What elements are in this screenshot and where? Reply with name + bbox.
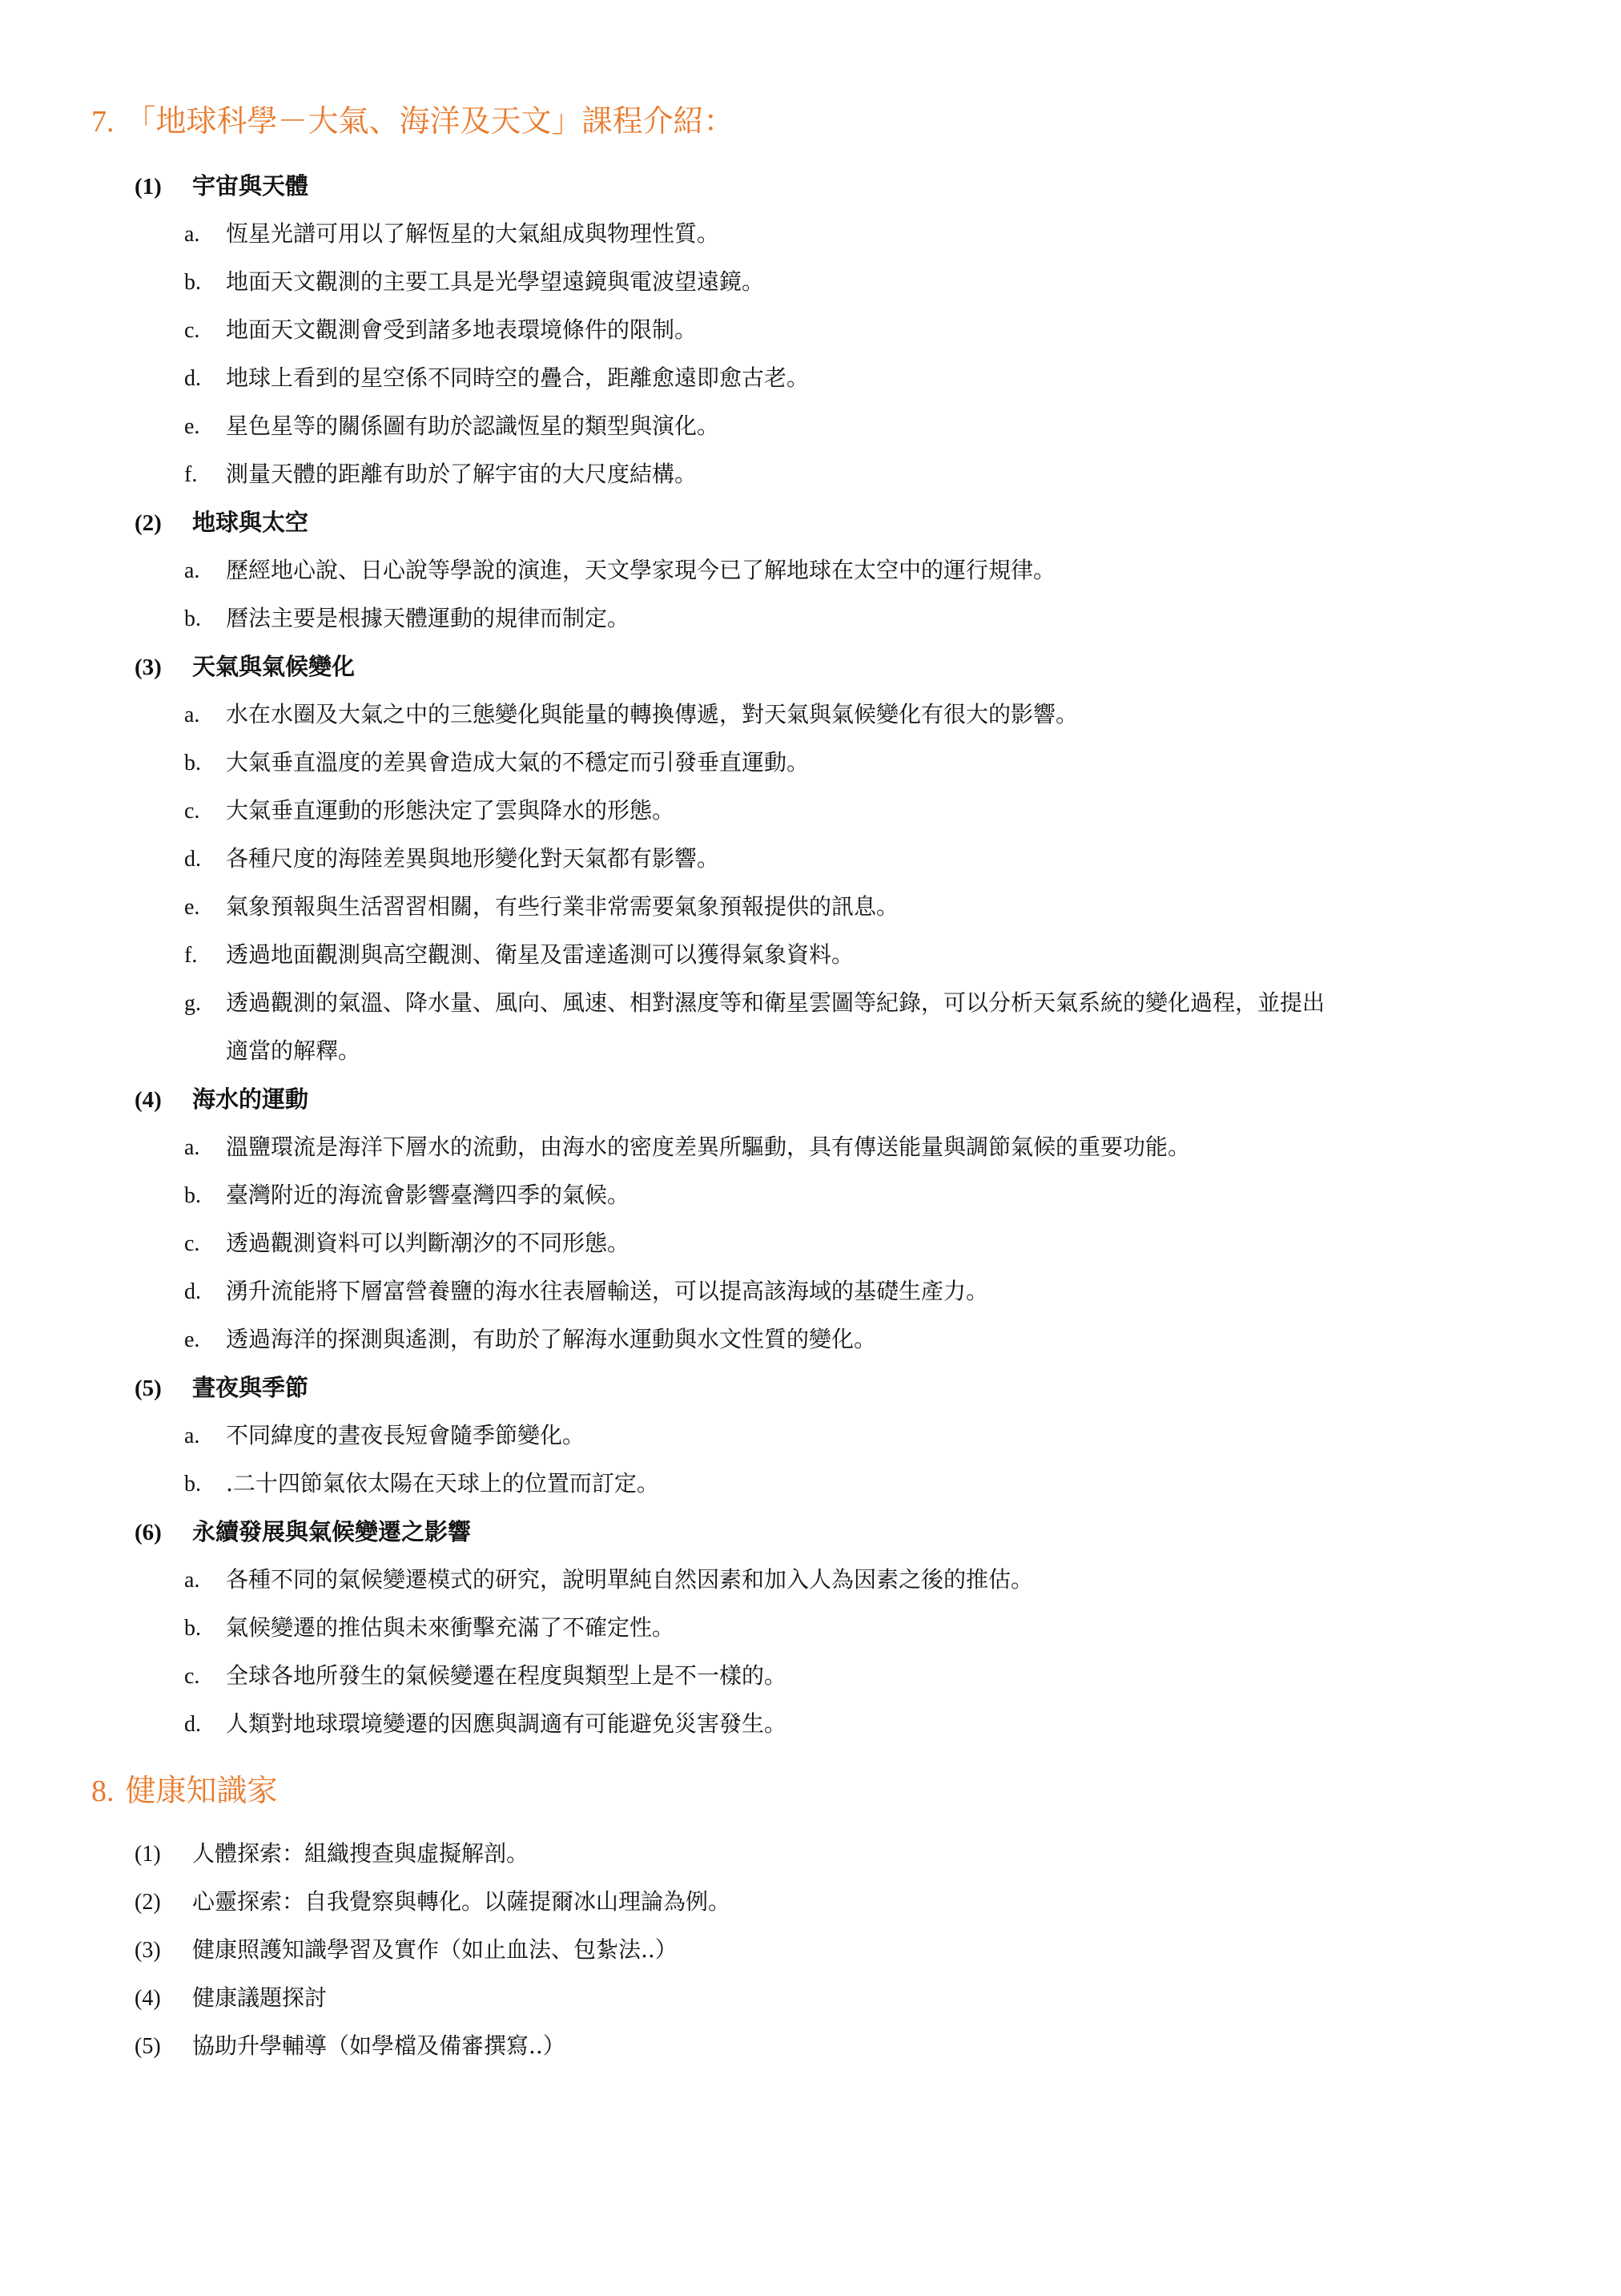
list-item [184,554,1056,587]
item-text: 溫鹽環流是海洋下層水的流動，由海水的密度差異所驅動，具有傳送能量與調節氣候的重要功能。 [226,1134,1191,1160]
list-item [184,891,899,924]
section-number: 8. [91,1774,115,1808]
list-item [184,266,764,299]
item-text: 健康照護知識學習及實作（如止血法、包紮法..） [192,1936,678,1963]
subsection-title: 永續發展與氣候變遷之影響 [192,1518,472,1545]
item-marker: d. [184,847,201,872]
subsection-heading [135,170,308,203]
item-text: 水在水圈及大氣之中的三態變化與能量的轉換傳遞，對天氣與氣候變化有很大的影響。 [226,701,1079,727]
item-number: (5) [135,2034,161,2059]
item-text: 測量天體的距離有助於了解宇宙的大尺度結構。 [226,461,698,487]
section-title: 健康知識家 [125,1773,278,1808]
list-item [184,1323,876,1356]
list-item-continuation: 適當的解釋。 [226,1037,361,1064]
subsection-title: 宇宙與天體 [192,172,309,199]
subsection-number: (5) [135,1376,162,1401]
item-marker: b. [184,751,201,775]
list-item [184,1131,1190,1164]
list-item [184,1227,629,1260]
list-item [184,1179,629,1212]
item-text: 曆法主要是根據天體運動的規律而制定。 [226,605,630,631]
item-text: 各種不同的氣候變遷模式的研究，說明單純自然因素和加入人為因素之後的推估。 [226,1566,1034,1593]
item-text: 星色星等的關係圖有助於認識恆星的類型與演化。 [226,413,720,439]
item-marker: b. [184,1183,201,1208]
item-marker: a. [184,1424,200,1448]
section-title: 「地球科學－大氣、海洋及天文」課程介紹： [125,103,734,139]
subsection-title: 天氣與氣候變化 [192,653,356,680]
list-item [184,1468,659,1500]
list-item [184,1420,585,1452]
list-item [184,699,1078,731]
list-item [184,987,1325,1020]
subsection-number: (2) [135,510,162,536]
item-marker: a. [184,558,200,583]
item-text: 地面天文觀測的主要工具是光學望遠鏡與電波望遠鏡。 [226,268,765,295]
list-item [184,602,629,635]
subsection-title: 地球與太空 [192,509,309,536]
item-number: (3) [135,1938,161,1963]
item-marker: b. [184,1616,201,1641]
subsection-number: (1) [135,174,162,199]
item-marker: d. [184,1279,201,1304]
list-item [184,795,674,828]
item-marker: a. [184,1135,200,1160]
item-text: 透過海洋的探測與遙測，有助於了解海水運動與水文性質的變化。 [226,1326,877,1352]
item-marker: a. [184,222,200,247]
item-text: 透過觀測的氣溫、降水量、風向、風速、相對濕度等和衛星雲圖等紀錄，可以分析天氣系統的變化過程，並提出 [226,989,1325,1016]
list-item [184,939,854,972]
item-text: 協助升學輔導（如學檔及備審撰寫..） [192,2032,565,2059]
item-text: 透過地面觀測與高空觀測、衛星及雷達遙測可以獲得氣象資料。 [226,941,855,968]
subsection-heading [135,1372,308,1404]
list-item [184,1612,674,1645]
item-marker: e. [184,414,200,439]
item-text: 人類對地球環境變遷的因應與調適有可能避免災害發生。 [226,1710,787,1737]
item-text: 大氣垂直運動的形態決定了雲與降水的形態。 [226,797,675,824]
item-marker: d. [184,366,201,391]
list-item [135,1838,529,1871]
item-text: .二十四節氣依太陽在天球上的位置而訂定。 [226,1470,659,1496]
list-item [184,747,809,779]
section-7-heading [91,101,734,142]
item-marker: b. [184,606,201,631]
item-marker: c. [184,1664,200,1689]
item-marker: a. [184,1568,200,1593]
subsection-heading [135,651,355,683]
subsection-number: (3) [135,655,162,680]
list-item [184,362,809,395]
item-text: 各種尺度的海陸差異與地形變化對天氣都有影響。 [226,845,720,872]
item-text: 湧升流能將下層富營養鹽的海水往表層輸送，可以提高該海域的基礎生產力。 [226,1278,989,1304]
list-item [184,314,697,347]
item-text: 人體探索：組織搜查與虛擬解剖。 [192,1840,529,1867]
item-number: (4) [135,1986,161,2011]
item-marker: d. [184,1712,201,1737]
item-text: 不同緯度的晝夜長短會隨季節變化。 [226,1422,585,1448]
item-text: 全球各地所發生的氣候變遷在程度與類型上是不一樣的。 [226,1662,787,1689]
list-item [135,1934,678,1967]
list-item [184,1564,1033,1597]
item-marker: c. [184,799,200,824]
item-text: 氣候變遷的推估與未來衝擊充滿了不確定性。 [226,1614,675,1641]
list-item [184,843,719,876]
list-item [184,1660,786,1693]
list-item [135,1982,327,2015]
item-text: 健康議題探討 [192,1984,328,2011]
item-marker: c. [184,1231,200,1256]
list-item [184,1708,786,1741]
subsection-heading [135,506,308,539]
item-marker: f. [184,943,198,968]
list-item [135,2030,565,2063]
list-item [135,1886,730,1919]
item-number: (1) [135,1842,161,1867]
item-text: 地面天文觀測會受到諸多地表環境條件的限制。 [226,316,698,343]
section-8-heading [91,1770,278,1811]
item-number: (2) [135,1890,161,1915]
subsection-heading [135,1516,471,1549]
item-text: 臺灣附近的海流會影響臺灣四季的氣候。 [226,1182,630,1208]
item-marker: f. [184,462,198,487]
item-text: 氣象預報與生活習習相關，有些行業非常需要氣象預報提供的訊息。 [226,893,899,920]
item-marker: b. [184,270,201,295]
item-text: 大氣垂直溫度的差異會造成大氣的不穩定而引發垂直運動。 [226,749,810,775]
item-marker: c. [184,318,200,343]
subsection-title: 晝夜與季節 [192,1374,309,1401]
item-marker: b. [184,1472,201,1496]
item-text: 恆星光譜可用以了解恆星的大氣組成與物理性質。 [226,220,720,247]
list-item [184,410,719,443]
item-text: 歷經地心說、日心說等學說的演進，天文學家現今已了解地球在太空中的運行規律。 [226,557,1056,583]
item-text: 心靈探索：自我覺察與轉化。以薩提爾冰山理論為例。 [192,1888,731,1915]
item-marker: e. [184,895,200,920]
subsection-number: (4) [135,1087,162,1113]
item-marker: a. [184,703,200,727]
subsection-title: 海水的運動 [192,1086,309,1113]
subsection-number: (6) [135,1520,162,1545]
list-item [184,458,697,491]
item-text: 透過觀測資料可以判斷潮汐的不同形態。 [226,1230,630,1256]
section-number: 7. [91,105,115,139]
subsection-heading [135,1083,308,1116]
item-marker: g. [184,991,201,1016]
list-item [184,1275,988,1308]
list-item [184,218,719,251]
item-text: 地球上看到的星空係不同時空的疊合，距離愈遠即愈古老。 [226,365,810,391]
item-marker: e. [184,1327,200,1352]
